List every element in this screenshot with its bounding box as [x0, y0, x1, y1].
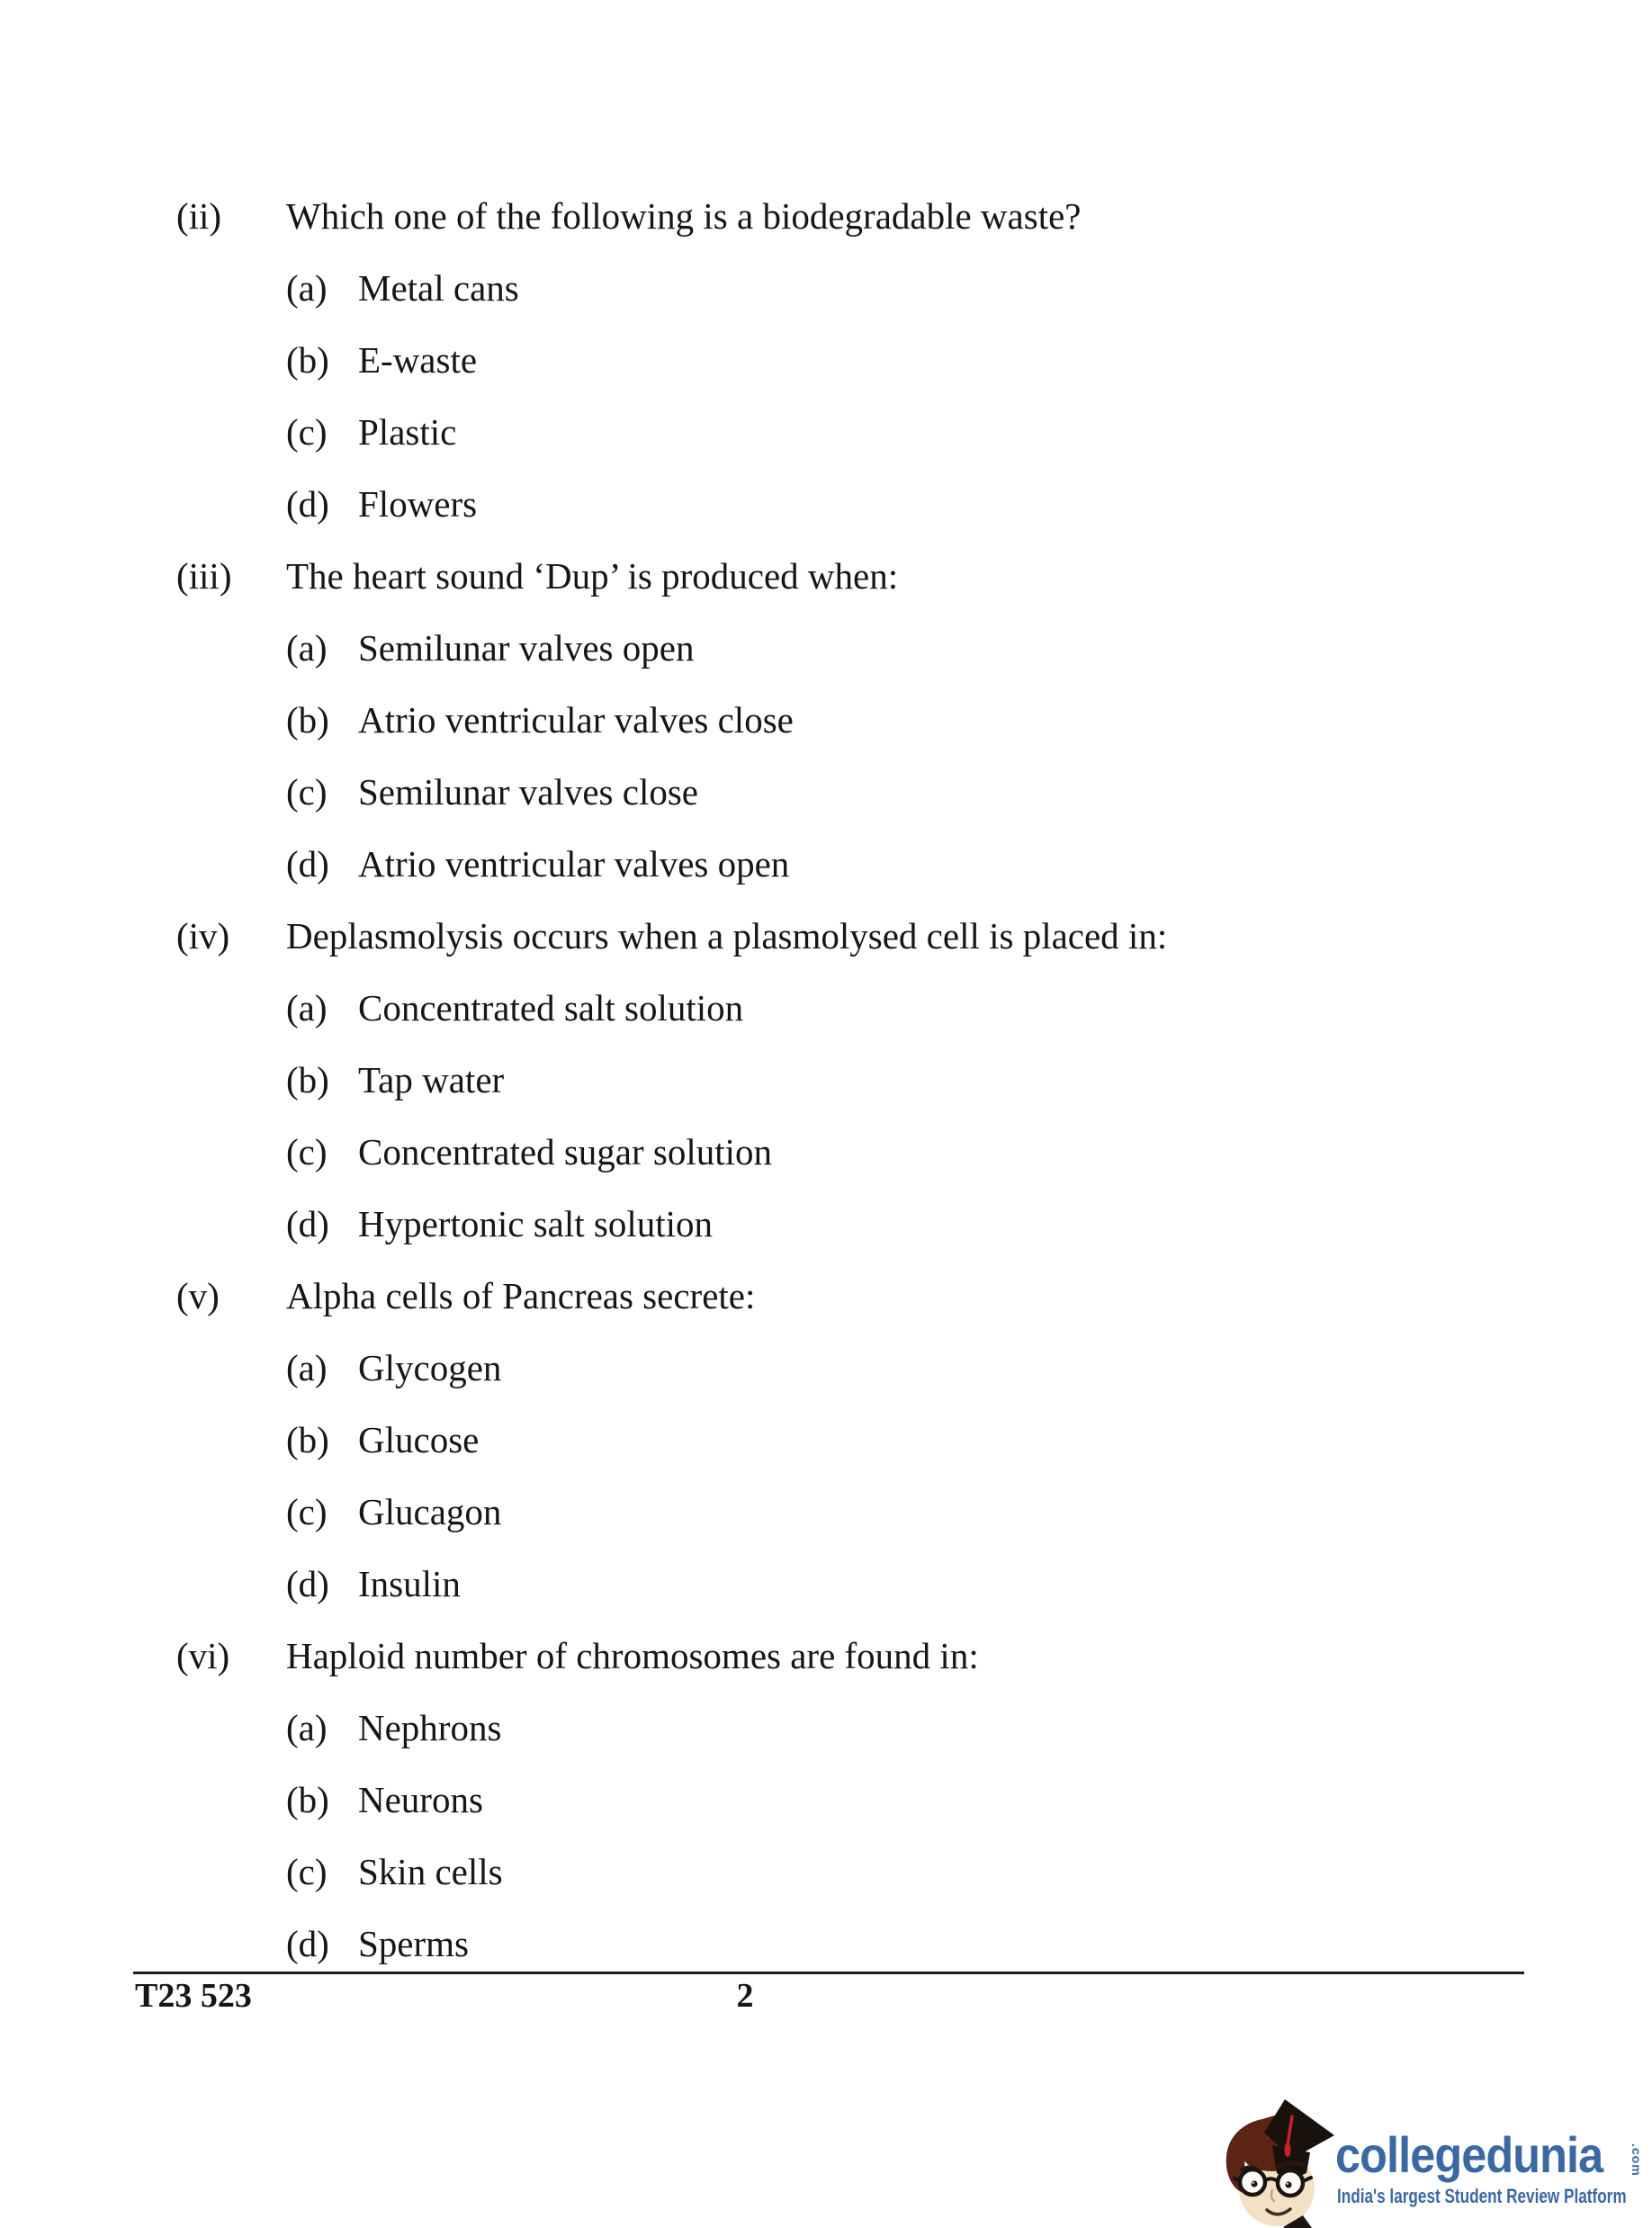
option-text: E-waste — [358, 339, 478, 381]
brand-text: collegedunia — [1335, 2126, 1603, 2183]
brand-tagline: India's largest Student Review Platform — [1337, 2185, 1627, 2207]
option-text: Glucagon — [358, 1491, 502, 1532]
option-row — [176, 841, 1167, 913]
option-row — [176, 1417, 1167, 1489]
option-label: (b) — [286, 1779, 329, 1820]
collegedunia-logo — [1220, 2095, 1648, 2228]
option-text: Skin cells — [358, 1851, 503, 1892]
option-row — [176, 1705, 1167, 1777]
option-text: Glycogen — [358, 1347, 502, 1388]
option-label: (a) — [286, 1707, 328, 1748]
option-label: (b) — [286, 1059, 329, 1101]
option-text: Neurons — [358, 1779, 483, 1820]
option-text: Semilunar valves close — [358, 771, 699, 813]
option-label: (c) — [286, 1851, 328, 1892]
option-row — [176, 625, 1167, 697]
page-number: 2 — [736, 1977, 754, 2015]
option-text: Semilunar valves open — [358, 627, 695, 669]
question-block — [176, 193, 1167, 1993]
option-text: Insulin — [358, 1563, 461, 1604]
question-number: (vi) — [176, 1635, 230, 1676]
option-label: (c) — [286, 1491, 328, 1532]
question-text: The heart sound ‘Dup’ is produced when: — [286, 555, 899, 597]
option-label: (d) — [286, 483, 329, 525]
option-text: Plastic — [358, 411, 457, 453]
question-text: Deplasmolysis occurs when a plasmolysed cell is placed in: — [286, 915, 1168, 957]
question-text: Haploid number of chromosomes are found in: — [286, 1635, 979, 1676]
option-label: (b) — [286, 699, 329, 741]
option-label: (d) — [286, 843, 329, 885]
option-label: (c) — [286, 771, 328, 813]
footer-rule — [133, 1972, 1524, 1974]
option-row — [176, 985, 1167, 1057]
option-text: Metal cans — [358, 267, 519, 309]
question-number: (iv) — [176, 915, 230, 957]
question-text: Which one of the following is a biodegradable waste? — [286, 195, 1082, 237]
question-text: Alpha cells of Pancreas secrete: — [286, 1275, 756, 1316]
option-text: Atrio ventricular valves close — [358, 699, 794, 741]
option-text: Glucose — [358, 1419, 480, 1460]
option-row — [176, 697, 1167, 769]
option-label: (c) — [286, 1131, 328, 1172]
option-row — [176, 1849, 1167, 1921]
option-row — [176, 1921, 1167, 1993]
option-label: (a) — [286, 627, 328, 669]
option-label: (d) — [286, 1923, 329, 1964]
option-text: Concentrated salt solution — [358, 987, 744, 1029]
question-row — [176, 1273, 1167, 1345]
question-number: (iii) — [176, 555, 232, 597]
option-label: (a) — [286, 1347, 328, 1388]
option-row — [176, 1489, 1167, 1561]
paper-code: T23 523 — [135, 1977, 252, 2015]
question-row — [176, 1633, 1167, 1705]
question-row — [176, 553, 1167, 625]
question-row — [176, 913, 1167, 985]
graduate-boy-mascot-icon — [1220, 2095, 1339, 2228]
option-row — [176, 1345, 1167, 1417]
option-label: (a) — [286, 267, 328, 309]
option-text: Hypertonic salt solution — [358, 1203, 714, 1244]
option-label: (c) — [286, 411, 328, 453]
question-number: (v) — [176, 1275, 220, 1316]
question-row — [176, 193, 1167, 265]
option-text: Atrio ventricular valves open — [358, 843, 790, 885]
brand-tld: .com — [1630, 2143, 1644, 2177]
option-row — [176, 1777, 1167, 1849]
option-row — [176, 1201, 1167, 1273]
option-row — [176, 1129, 1167, 1201]
option-label: (b) — [286, 1419, 329, 1460]
option-row — [176, 769, 1167, 841]
option-row — [176, 409, 1167, 481]
option-row — [176, 481, 1167, 553]
option-row — [176, 1561, 1167, 1633]
option-row — [176, 337, 1167, 409]
option-row — [176, 265, 1167, 337]
option-row — [176, 1057, 1167, 1129]
option-label: (d) — [286, 1563, 329, 1604]
option-text: Concentrated sugar solution — [358, 1131, 773, 1172]
option-text: Nephrons — [358, 1707, 502, 1748]
option-text: Sperms — [358, 1923, 469, 1964]
option-label: (a) — [286, 987, 328, 1029]
option-label: (b) — [286, 339, 329, 381]
option-label: (d) — [286, 1203, 329, 1244]
option-text: Flowers — [358, 483, 478, 525]
option-text: Tap water — [358, 1059, 505, 1101]
question-number: (ii) — [176, 195, 222, 237]
